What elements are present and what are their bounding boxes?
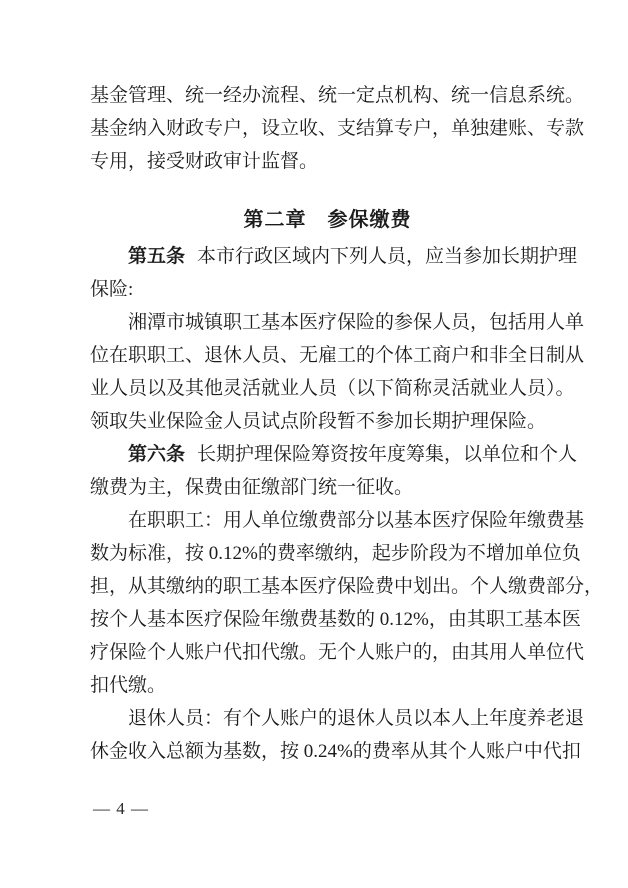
body-line: 扣代缴。 xyxy=(90,675,167,696)
body-line: 领取失业保险金人员试点阶段暂不参加长期护理保险。 xyxy=(90,411,547,432)
article-6-line: 缴费为主，保费由征缴部门统一征收。 xyxy=(90,477,414,498)
body-line: 业人员以及其他灵活就业人员（以下简称灵活就业人员）。 xyxy=(90,378,575,399)
body-line: 在职职工：用人单位缴费部分以基本医疗保险年缴费基 xyxy=(128,510,585,531)
article-6-line xyxy=(90,438,578,471)
article-5-line xyxy=(90,240,578,273)
body-line: 基金纳入财政专户，设立收、支结算专户，单独建账、专款 xyxy=(90,118,585,139)
article-5-label: 第五条 xyxy=(128,246,186,267)
article-6-label: 第六条 xyxy=(128,444,186,465)
body-line: 疗保险个人账户代扣代缴。无个人账户的，由其用人单位代 xyxy=(90,642,585,663)
chapter-heading: 第二章 参保缴费 xyxy=(243,209,412,231)
body-line: 湘潭市城镇职工基本医疗保险的参保人员，包括用人单 xyxy=(128,312,585,333)
article-5-text: 本市行政区域内下列人员，应当参加长期护理 xyxy=(197,246,578,267)
body-line: 退休人员：有个人账户的退休人员以本人上年度养老退 xyxy=(128,708,585,729)
article-6-text: 长期护理保险筹资按年度筹集，以单位和个人 xyxy=(197,444,578,465)
body-line: 数为标准，按 0.12%的费率缴纳，起步阶段为不增加单位负 xyxy=(90,543,581,564)
body-line: 按个人基本医疗保险年缴费基数的 0.12%，由其职工基本医 xyxy=(90,609,581,630)
body-line: 位在职职工、退休人员、无雇工的个体工商户和非全日制从 xyxy=(90,345,585,366)
body-line: 休金收入总额为基数，按 0.24%的费率从其个人账户中代扣 xyxy=(90,741,581,762)
body-line: 专用，接受财政审计监督。 xyxy=(90,151,319,172)
body-line: 担，从其缴纳的职工基本医疗保险费中划出。个人缴费部分， xyxy=(90,576,604,597)
article-5-line: 保险: xyxy=(90,279,134,300)
body-line: 基金管理、统一经办流程、统一定点机构、统一信息系统。 xyxy=(90,85,585,106)
page-number: — 4 — xyxy=(93,799,149,818)
